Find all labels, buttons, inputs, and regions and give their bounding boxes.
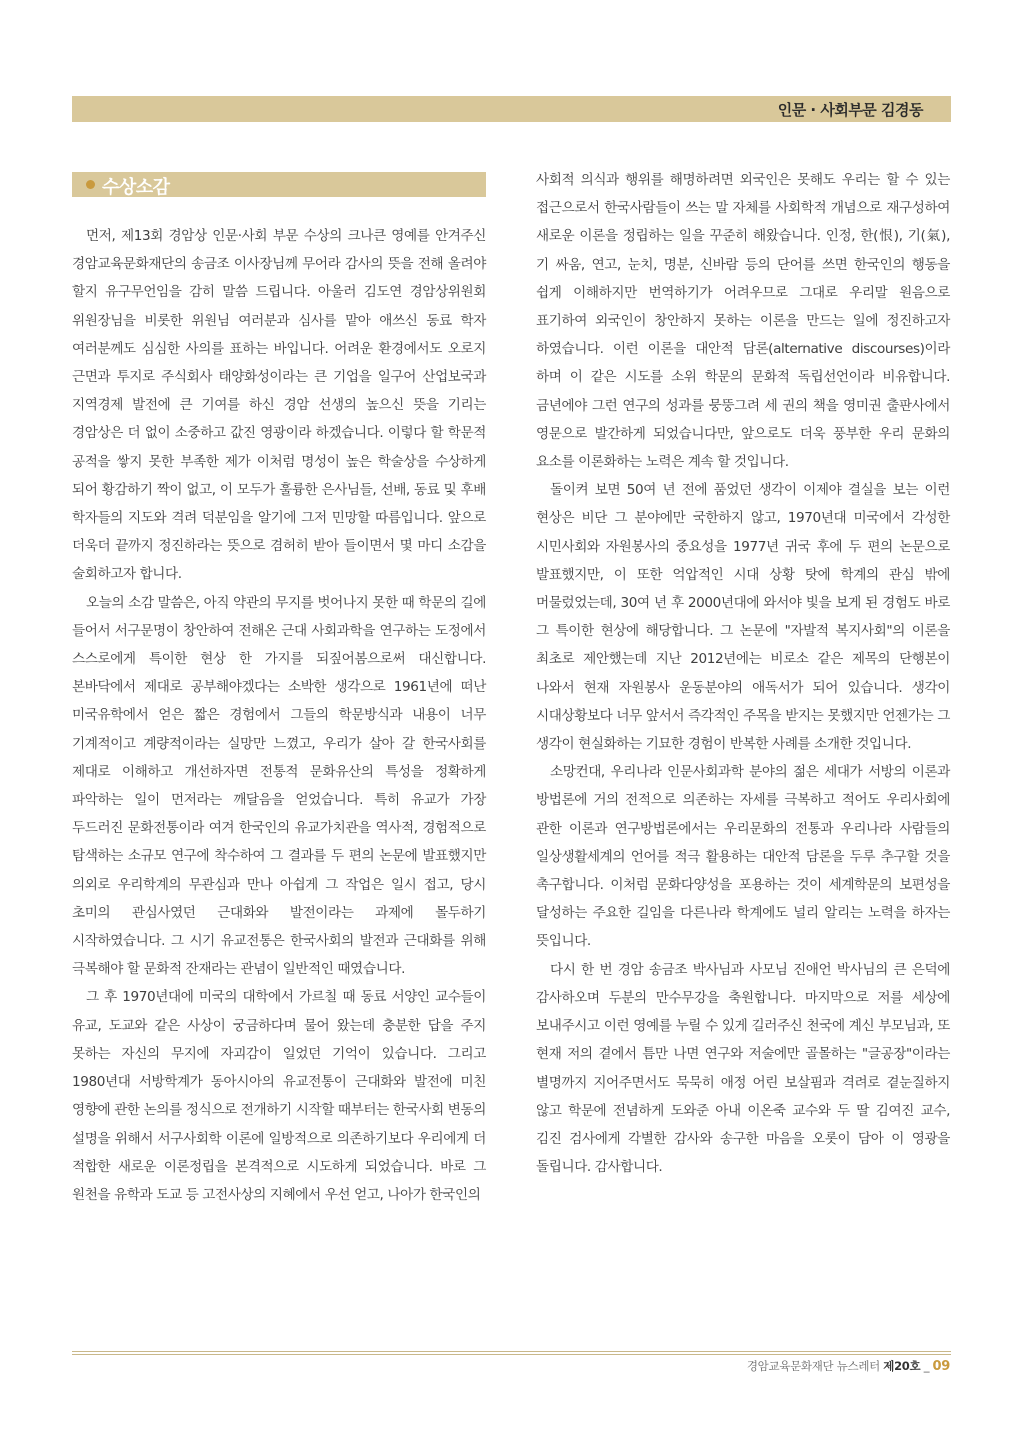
header-category: 인문 · 사회부문 김경동 bbox=[777, 101, 923, 119]
section-heading-bar bbox=[72, 172, 486, 197]
footer-separator: _ bbox=[923, 1359, 930, 1373]
header-bar bbox=[72, 96, 951, 122]
section-title: 수상소감 bbox=[102, 177, 170, 198]
left-column bbox=[72, 222, 486, 1209]
paragraph: 돌이켜 보면 50여 년 전에 품었던 생각이 이제야 결실을 보는 이런 현상은 비단 그 분야에만 국한하지 않고, 1970년대 미국에서 각성한 시민사회와 자원봉사의 중요성을 1977년 귀국 후에 두 편의 논문으로 발표했지만, 이 또한 억압적인 시대 상황 탓에 학계의 관심 밖에 머물렀었는데, 30여 년 후 2000년대에 와서야 빛을 보게 된 경험도 바로 그 특이한 현상에 해당합니다. 그 논문에 "자발적 복지사회"의 이론을 최초로 제안했는데 지난 2012년에는 비로소 같은 제목의 단행본이 나와서 현재 자원봉사 운동분야의 애독서가 되어 있습니다. 생각이 시대상황보다 너무 앞서서 즉각적인 주목을 받지는 못했지만 언젠가는 그 생각이 현실화하는 기묘한 경험이 반복한 사례를 소개한 것입니다. bbox=[536, 482, 950, 753]
right-column bbox=[536, 166, 950, 1181]
page-number: 09 bbox=[932, 1359, 950, 1374]
paragraph: 다시 한 번 경암 송금조 박사님과 사모님 진애언 박사님의 큰 은덕에 감사하오며 두분의 만수무강을 축원합니다. 마지막으로 저를 세상에 보내주시고 이런 영예를 누릴 수 있게 길러주신 천국에 계신 부모님과, 또 현재 저의 곁에서 틈만 나면 연구와 저술에만 골몰하는 "글공장"이라는 별명까지 지어주면서도 묵묵히 애정 어린 보살핌과 격려로 곁눈질하지 않고 학문에 전념하게 도와준 아내 이온죽 교수와 두 딸 김여진 교수, 김진 검사에게 각별한 감사와 송구한 마음을 오롯이 담아 이 영광을 돌립니다. 감사합니다. bbox=[536, 961, 950, 1176]
footer-rule bbox=[72, 1351, 951, 1352]
paragraph: 사회적 의식과 행위를 해명하려면 외국인은 못해도 우리는 할 수 있는 접근으로서 한국사람들이 쓰는 말 자체를 사회학적 개념으로 재구성하여 새로운 이론을 정립하는 일을 꾸준히 해왔습니다. 인정, 한(恨), 기(氣), 기 싸움, 연고, 눈치, 명분, 신바람 등의 단어를 쓰면 한국인의 행동을 쉽게 이해하지만 번역하기가 어려우므로 그대로 우리말 원음으로 표기하여 외국인이 창안하지 못하는 이론을 만드는 일에 정진하고자 하였습니다. 이런 이론을 대안적 담론(alternative discourses)이라 하며 이 같은 시도를 소위 학문의 문화적 독립선언이라 비유합니다. 금년에야 그런 연구의 성과를 뭉뚱그려 세 권의 책을 영미권 출판사에서 영문으로 발간하게 되었습니다만, 앞으로도 더욱 풍부한 우리 문화의 요소를 이론화하는 노력은 계속 할 것입니다. bbox=[536, 172, 950, 471]
paragraph: 먼저, 제13회 경암상 인문·사회 부문 수상의 크나큰 영예를 안겨주신 경암교육문화재단의 송금조 이사장님께 무어라 감사의 뜻을 전해 올려야 할지 유구무언임을 감히 말씀 드립니다. 아울러 김도연 경암상위원회 위원장님을 비롯한 위원님 여러분과 심사를 맡아 애쓰신 동료 학자 여러분께도 심심한 사의를 표하는 바입니다. 어려운 환경에서도 오로지 근면과 투지로 주식회사 태양화성이라는 큰 기업을 일구어 산업보국과 지역경제 발전에 큰 기여를 하신 경암 선생의 높으신 뜻을 기리는 경암상은 더 없이 소중하고 값진 영광이라 하겠습니다. 이렇다 할 학문적 공적을 쌓지 못한 부족한 제가 이처럼 명성이 높은 학술상을 수상하게 되어 황감하기 짝이 없고, 이 모두가 훌륭한 은사님들, 선배, 동료 및 후배 학자들의 지도와 격려 덕분임을 알기에 그저 민망할 따름입니다. 앞으로 더욱더 끝까지 정진하라는 뜻으로 겸허히 받아 들이면서 몇 마디 소감을 술회하고자 합니다. bbox=[72, 228, 486, 583]
bullet-dot-icon bbox=[86, 180, 95, 189]
paragraph: 소망컨대, 우리나라 인문사회과학 분야의 젊은 세대가 서방의 이론과 방법론에 거의 전적으로 의존하는 자세를 극복하고 적어도 우리사회에 관한 이론과 연구방법론에서는 우리문화의 전통과 우리나라 사람들의 일상생활세계의 언어를 적극 활용하는 대안적 담론을 두루 추구할 것을 촉구합니다. 이처럼 문화다양성을 포용하는 것이 세계학문의 보편성을 달성하는 주요한 길임을 다른나라 학계에도 널리 알리는 노력을 하자는 뜻입니다. bbox=[536, 764, 950, 950]
footer-publication: 경암교육문화재단 뉴스레터 bbox=[746, 1359, 880, 1373]
footer-rule bbox=[72, 1354, 951, 1355]
footer-issue: 제20호 bbox=[883, 1359, 921, 1373]
paragraph: 오늘의 소감 말씀은, 아직 약관의 무지를 벗어나지 못한 때 학문의 길에 들어서 서구문명이 창안하여 전해온 근대 사회과학을 연구하는 도정에서 스스로에게 특이한 현상 한 가지를 되짚어봄으로써 대신합니다. 본바닥에서 제대로 공부해야겠다는 소박한 생각으로 1961년에 떠난 미국유학에서 얻은 짧은 경험에서 그들의 학문방식과 내용이 너무 기계적이고 계량적이라는 실망만 느꼈고, 우리가 살아 갈 한국사회를 제대로 이해하고 개선하자면 전통적 문화유산의 특성을 정확하게 파악하는 일이 먼저라는 깨달음을 얻었습니다. 특히 유교가 가장 두드러진 문화전통이라 여겨 한국인의 유교가치관을 역사적, 경험적으로 탐색하는 소규모 연구에 착수하여 그 결과를 두 편의 논문에 발표했지만 의외로 우리학계의 무관심과 만나 아쉽게 그 작업은 일시 접고, 당시 초미의 관심사였던 근대화와 발전이라는 과제에 몰두하기 시작하였습니다. 그 시기 유교전통은 한국사회의 발전과 근대화를 위해 극복해야 할 문화적 잔재라는 관념이 일반적인 때였습니다. bbox=[72, 594, 486, 978]
paragraph: 그 후 1970년대에 미국의 대학에서 가르칠 때 동료 서양인 교수들이 유교, 도교와 같은 사상이 궁금하다며 물어 왔는데 충분한 답을 주지 못하는 자신의 무지에 자괴감이 일었던 기억이 있습니다. 그리고 1980년대 서방학계가 동아시아의 유교전통이 근대화와 발전에 미친 영향에 관한 논의를 정식으로 전개하기 시작할 때부터는 한국사회 변동의 설명을 위해서 서구사회학 이론에 일방적으로 의존하기보다 우리에게 더 적합한 새로운 이론정립을 본격적으로 시도하게 되었습니다. 바로 그 원천을 유학과 도교 등 고전사상의 지혜에서 우선 얻고, 나아가 한국인의 bbox=[72, 989, 486, 1203]
footer bbox=[747, 1358, 950, 1374]
